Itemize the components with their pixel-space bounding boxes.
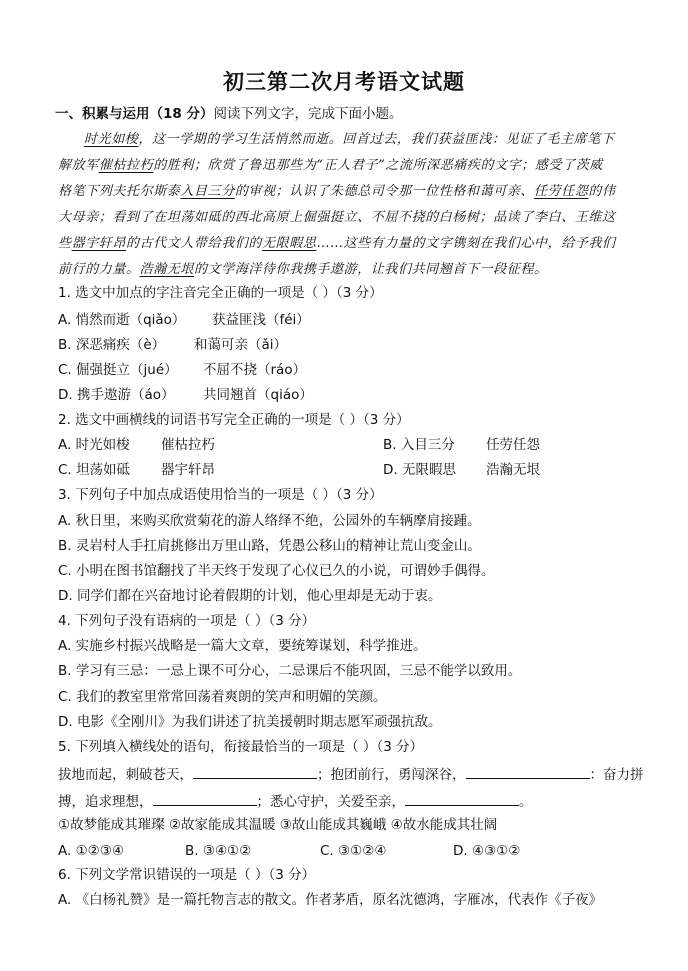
question-1-option-b: B. 深恶痛疾（è） — [58, 337, 166, 353]
question-3-option-d: D. 同学们都在兴奋地讨论着假期的计划，他心里却是无动于衷。 — [58, 588, 442, 604]
question-4-option-d: D. 电影《全刚川》为我们讲述了抗美援朝时期志愿军顽强抗敌。 — [58, 714, 442, 730]
passage-text: 的胜利；欣赏了鲁迅那些为“正人君子”之流所深恶痛疾的文字；感受了茨威 — [153, 158, 603, 173]
underlined-word: 时光如梭 — [84, 132, 139, 147]
passage-text: 前行的力量。 — [58, 262, 140, 277]
sentence-text: ；抱团前行，勇闯深谷， — [317, 767, 466, 783]
question-2-option-c-2: 器宇轩昂 — [161, 462, 215, 478]
underlined-word: 任劳任怨 — [534, 184, 589, 199]
question-4-stem: 4. 下列句子没有语病的一项是（ ）（3 分） — [58, 613, 316, 629]
passage-text: 大母亲；看到了在坦荡如砥的西北高原上倔强挺立、不屈不挠的白杨树；品读了李白、王维这 — [58, 210, 616, 225]
passage-text: ，这一学期的学习生活悄然而逝。回首过去，我们获益匪浅：见证了毛主席笔下 — [138, 132, 615, 147]
question-2-stem: 2. 选文中画横线的词语书写完全正确的一项是（ ）（3 分） — [58, 412, 410, 428]
underlined-word: 入目三分 — [180, 184, 235, 199]
question-5-statements: ①故梦能成其璀璨 ②故家能成其温暖 ③故山能成其巍峨 ④故水能成其壮阔 — [58, 817, 498, 833]
question-2-option-d-2: 浩瀚无垠 — [486, 462, 540, 478]
question-5-sentence-1 — [58, 764, 644, 785]
question-1-option-c-2: 不屈不挠（ráo） — [203, 362, 307, 378]
passage-line-1 — [84, 130, 614, 150]
question-1-option-c: C. 倔强挺立（jué） — [58, 362, 178, 378]
passage-text: ……这些有力量的文字镌刻在我们心中，给予我们 — [316, 236, 616, 251]
passage-text: 的文学海洋待你我携手遨游，让我们共同翘首下一段征程。 — [194, 262, 548, 277]
section-heading: 一、积累与运用（18 分） — [55, 106, 214, 122]
question-1-stem: 1. 选文中加点的字注音完全正确的一项是（ ）（3 分） — [58, 285, 383, 301]
question-6-stem: 6. 下列文学常识错误的一项是（ ）（3 分） — [58, 867, 316, 883]
passage-text: 格笔下列夫托尔斯泰 — [58, 184, 181, 199]
question-3-stem: 3. 下列句子中加点成语使用恰当的一项是（ ）（3 分） — [58, 487, 383, 503]
sentence-text: 拔地而起，刺破苍天， — [58, 767, 193, 783]
page-title: 初三第二次月考语文试题 — [223, 70, 465, 94]
answer-blank[interactable] — [193, 764, 317, 779]
passage-text: 的审视；认识了朱德总司令那一位性格和蔼可亲、 — [234, 184, 535, 199]
passage-line-6 — [58, 260, 548, 280]
question-1-option-b-2: 和蔼可亲（ǎi） — [194, 337, 288, 353]
question-5-option-d: D. ④③①② — [453, 843, 521, 859]
question-5-option-b: B. ③④①② — [185, 843, 252, 859]
question-2-option-a: A. 时光如梭 — [58, 437, 130, 453]
answer-blank[interactable] — [466, 764, 590, 779]
passage-text: 的伟 — [588, 184, 616, 199]
sentence-text: ：奋力拼 — [589, 767, 644, 783]
section-instruction: 阅读下列文字，完成下面小题。 — [213, 106, 403, 122]
question-1-option-d-2: 共同翘首（qiáo） — [203, 387, 313, 403]
question-4-option-a: A. 实施乡村振兴战略是一篇大文章，要统筹谋划，科学推进。 — [58, 638, 427, 654]
question-2-option-c: C. 坦荡如砥 — [58, 462, 131, 478]
question-2-option-b: B. 入目三分 — [383, 437, 455, 453]
sentence-text: ；悉心守护，关爱至亲， — [256, 794, 405, 810]
question-5-stem: 5. 下列填入横线处的语句，衔接最恰当的一项是（ ）（3 分） — [58, 739, 424, 755]
question-3-option-b: B. 灵岩村人手扛肩挑修出万里山路，凭愚公移山的精神让荒山变金山。 — [58, 538, 481, 554]
passage-line-2 — [58, 156, 603, 176]
question-1-option-d: D. 携手遨游（áo） — [58, 387, 175, 403]
underlined-word: 无限暇思 — [262, 236, 317, 251]
passage-line-3 — [58, 182, 616, 202]
question-6-option-a: A. 《白杨礼赞》是一篇托物言志的散文。作者茅盾，原名沈德鸿，字雁冰，代表作《子夜》 — [58, 892, 603, 908]
underlined-word: 催枯拉朽 — [98, 158, 154, 173]
underlined-word: 浩瀚无垠 — [139, 262, 195, 277]
section-heading-line — [55, 104, 403, 124]
sentence-text: 。 — [519, 794, 533, 810]
passage-text: 解放军 — [58, 158, 99, 173]
passage-text: 些 — [58, 236, 72, 251]
answer-blank[interactable] — [153, 791, 257, 806]
question-2-option-d: D. 无限暇思 — [383, 462, 456, 478]
question-3-option-c: C. 小明在图书馆翻找了半天终于发现了心仪已久的小说，可谓妙手偶得。 — [58, 563, 495, 579]
question-5-option-c: C. ③①②④ — [320, 843, 387, 859]
passage-line-4 — [58, 208, 616, 228]
passage-text: 的古代文人带给我们的 — [126, 236, 263, 251]
question-1-option-a-2: 获益匪浅（féi） — [212, 312, 310, 328]
question-3-option-a: A. 秋日里，来购买欣赏菊花的游人络绎不绝，公园外的车辆摩肩接踵。 — [58, 513, 481, 529]
question-4-option-c: C. 我们的教室里常常回荡着爽朗的笑声和明媚的笑颜。 — [58, 689, 387, 705]
passage-line-5 — [58, 234, 616, 254]
question-5-option-a: A. ①②③④ — [58, 843, 124, 859]
answer-blank[interactable] — [405, 791, 519, 806]
question-4-option-b: B. 学习有三忌：一忌上课不可分心，二忌课后不能巩固，三忌不能学以致用。 — [58, 663, 522, 679]
question-1-option-a: A. 悄然而逝（qiǎo） — [58, 312, 186, 328]
sentence-text: 搏，追求理想， — [58, 794, 153, 810]
question-2-option-b-2: 任劳任怨 — [486, 437, 540, 453]
question-2-option-a-2: 催枯拉朽 — [161, 437, 215, 453]
question-5-sentence-2 — [58, 791, 533, 812]
underlined-word: 器宇轩昂 — [71, 236, 127, 251]
